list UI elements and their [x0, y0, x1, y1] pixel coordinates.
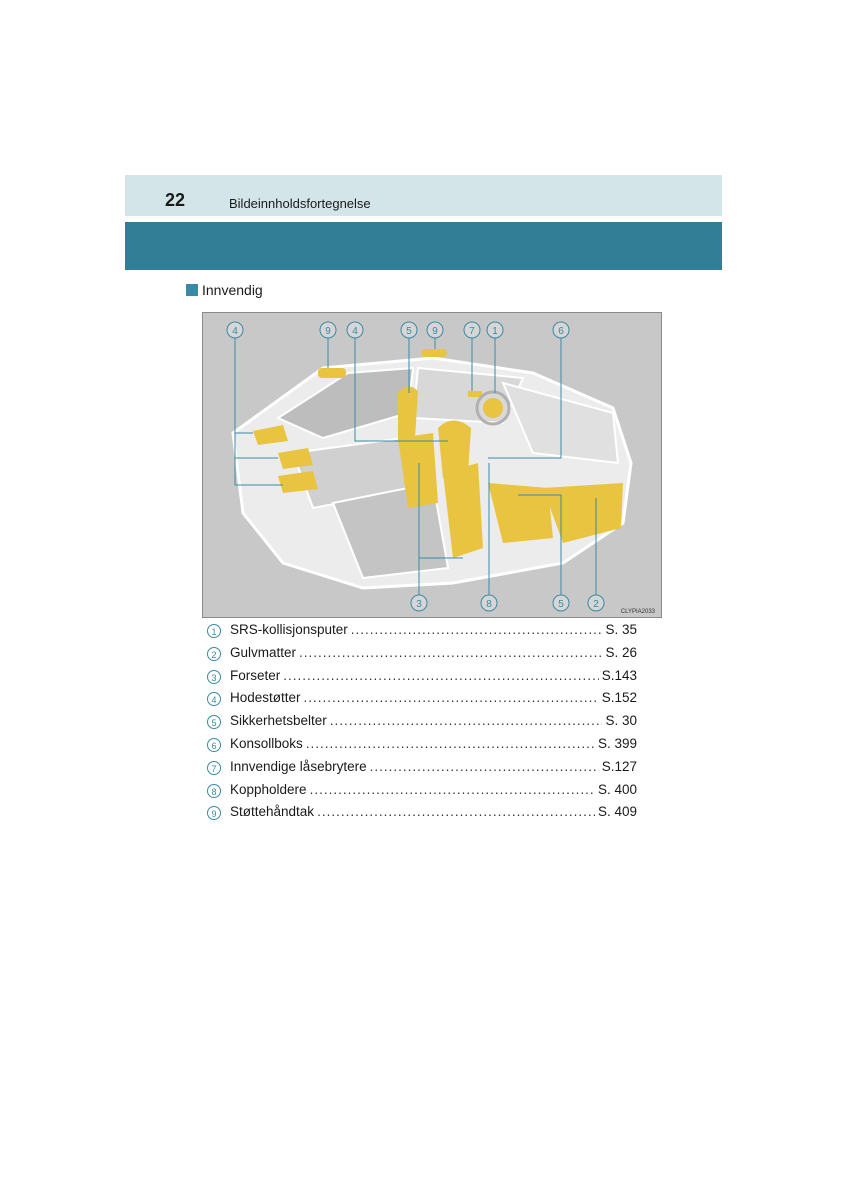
legend-label: Forseter — [230, 667, 281, 683]
legend-label: Koppholdere — [230, 781, 307, 797]
legend-label: Gulvmatter — [230, 644, 297, 660]
leader-dots — [299, 643, 602, 663]
section-marker-icon — [186, 284, 198, 296]
legend-item — [207, 620, 637, 643]
legend-number: 3 — [207, 670, 221, 684]
legend-number: 2 — [207, 647, 221, 661]
page-number: 22 — [165, 190, 186, 210]
callout-9-top-left — [320, 322, 336, 338]
leader-dots — [304, 688, 599, 708]
svg-text:1: 1 — [492, 326, 498, 337]
headrest-left-shape — [398, 386, 418, 443]
svg-text:4: 4 — [232, 326, 238, 337]
legend-number: 5 — [207, 715, 221, 729]
legend-page-ref: S.143 — [601, 667, 637, 683]
svg-text:8: 8 — [486, 599, 492, 610]
leader-dots — [317, 802, 595, 822]
callout-3-bottom — [411, 595, 427, 611]
legend-item — [207, 802, 637, 825]
legend-page-ref: S. 26 — [605, 644, 637, 660]
image-code: CLYPIA2033 — [620, 609, 655, 615]
callout-5-bottom — [553, 595, 569, 611]
callouts-top — [227, 322, 569, 338]
grab-handle-rear-shape — [318, 368, 346, 378]
callout-5-top — [401, 322, 417, 338]
svg-text:4: 4 — [352, 326, 358, 337]
section-heading-text: Innvendig — [202, 282, 263, 298]
legend-label: Støttehåndtak — [230, 804, 315, 820]
legend-number: 7 — [207, 761, 221, 775]
legend-item — [207, 757, 637, 780]
legend-item — [207, 688, 637, 711]
svg-text:3: 3 — [416, 599, 422, 610]
legend-label: Sikkerhetsbelter — [230, 713, 327, 729]
legend-page-ref: S. 35 — [605, 622, 637, 637]
legend-number: 6 — [207, 738, 221, 752]
callout-4-top-mid — [347, 322, 363, 338]
legend-item — [207, 780, 637, 803]
svg-text:5: 5 — [558, 599, 564, 610]
svg-text:9: 9 — [432, 326, 438, 337]
legend-item — [207, 734, 637, 757]
car-interior-illustration — [202, 312, 662, 618]
car-interior-drawing — [203, 313, 663, 619]
legend-label: SRS-kollisjonsputer — [230, 622, 348, 637]
legend-label: Konsollboks — [230, 735, 303, 751]
callout-4-top — [227, 322, 243, 338]
section-heading — [186, 282, 263, 298]
legend-number: 8 — [207, 784, 221, 798]
callout-8-bottom — [481, 595, 497, 611]
legend-item — [207, 666, 637, 689]
leader-dots — [330, 711, 603, 731]
callout-7-top — [464, 322, 480, 338]
svg-text:2: 2 — [593, 599, 599, 610]
callouts-bottom — [411, 595, 604, 611]
title-bar — [125, 222, 722, 270]
callout-6-top — [553, 322, 569, 338]
legend-page-ref: S. 399 — [597, 735, 637, 751]
header-band — [125, 175, 722, 216]
leader-dots — [370, 757, 599, 777]
chapter-title: Bildeinnholdsfortegnelse — [229, 196, 371, 211]
callout-2-bottom — [588, 595, 604, 611]
svg-text:9: 9 — [325, 326, 331, 337]
door-lock-switch-shape — [468, 391, 482, 397]
legend-item — [207, 711, 637, 734]
legend-page-ref: S.152 — [601, 690, 637, 706]
legend-number: 1 — [207, 624, 221, 638]
svg-text:6: 6 — [558, 326, 564, 337]
legend-label: Hodestøtter — [230, 690, 301, 706]
steering-airbag-shape — [483, 398, 503, 418]
legend-list — [207, 620, 637, 825]
legend-label: Innvendige låsebrytere — [230, 758, 367, 774]
callout-1-top — [487, 322, 503, 338]
legend-number: 4 — [207, 692, 221, 706]
legend-item — [207, 643, 637, 666]
legend-page-ref: S.127 — [601, 758, 637, 774]
callout-9-top-right — [427, 322, 443, 338]
legend-page-ref: S. 409 — [597, 804, 637, 820]
leader-dots — [283, 666, 598, 686]
leader-dots — [306, 734, 595, 754]
grab-handle-front-shape — [421, 349, 447, 357]
leader-dots — [310, 780, 595, 800]
legend-page-ref: S. 400 — [597, 781, 637, 797]
legend-number: 9 — [207, 806, 221, 820]
legend-page-ref: S. 30 — [605, 713, 637, 729]
svg-text:5: 5 — [406, 326, 412, 337]
leader-dots — [351, 620, 603, 640]
svg-text:7: 7 — [469, 326, 475, 337]
